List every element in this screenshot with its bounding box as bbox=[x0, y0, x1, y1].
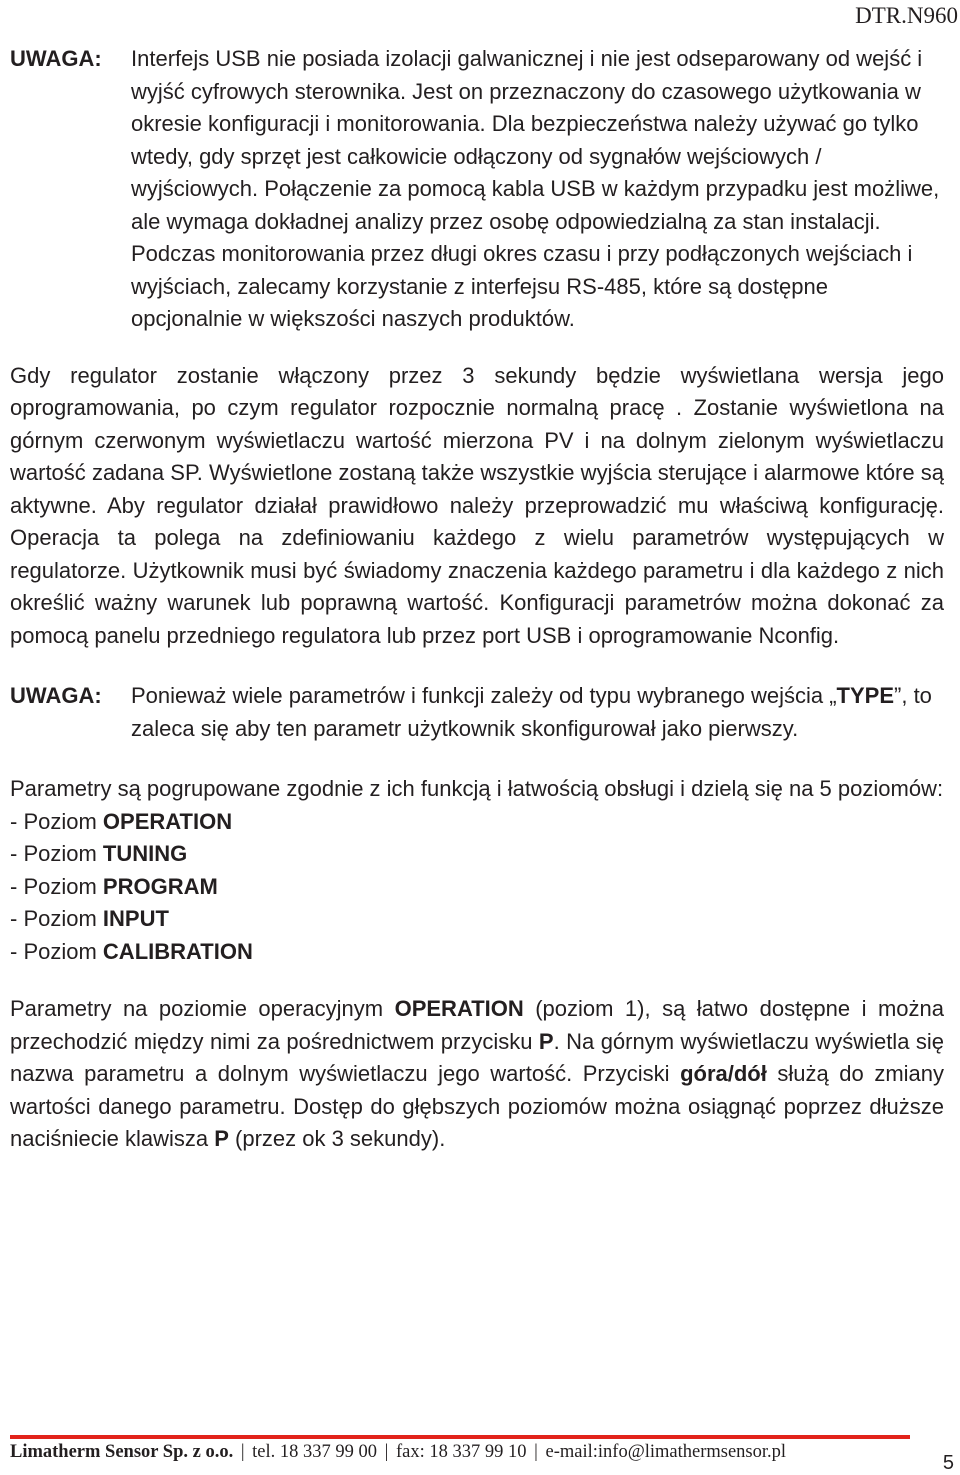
level-item bbox=[10, 806, 944, 839]
p-key-label: P bbox=[538, 1028, 554, 1054]
level-name: PROGRAM bbox=[102, 873, 218, 899]
operation-text: (przez ok 3 sekundy). bbox=[228, 1126, 446, 1151]
operation-text: (poziom 1), są łatwo dostępne i można przechodzić między nimi za pośrednictwem przycisku bbox=[10, 996, 944, 1054]
footer-separator: | bbox=[240, 1442, 245, 1462]
type-warning-note bbox=[10, 680, 944, 745]
up-down-keys-label: góra/dół bbox=[680, 1061, 767, 1086]
levels-intro: Parametry są pogrupowane zgodnie z ich funkcją i łatwością obsługi i dzielą się na 5 poziomów: bbox=[10, 776, 944, 801]
footer-contact-line bbox=[10, 1442, 786, 1463]
levels-list bbox=[10, 806, 944, 969]
footer-separator: | bbox=[384, 1442, 389, 1462]
level-name: INPUT bbox=[102, 906, 169, 931]
footer-separator: | bbox=[534, 1442, 538, 1462]
operation-text: . Na górnym wyświetlaczu wyświetla się nazwa parametru a dolnym wyświetlaczu jego wartość. Przyciski bbox=[10, 1028, 944, 1086]
footer-company: Limatherm Sensor Sp. z o.o. bbox=[10, 1442, 234, 1462]
type-keyword: TYPE bbox=[836, 683, 895, 708]
warning-label: UWAGA: bbox=[10, 683, 102, 708]
level-prefix: - Poziom bbox=[10, 873, 103, 899]
level-item bbox=[10, 936, 944, 969]
p-key-label: P bbox=[214, 1126, 229, 1151]
document-code: DTR.N960 bbox=[855, 3, 958, 28]
type-warning-text-before: Ponieważ wiele parametrów i funkcji zależy od typu wybranego wejścia „ bbox=[131, 683, 837, 708]
level-prefix: - Poziom bbox=[10, 841, 103, 866]
type-warning-text-after: ”, to zaleca się aby ten parametr użytkownik skonfigurował jako pierwszy. bbox=[131, 683, 932, 741]
warning-label: UWAGA: bbox=[10, 46, 102, 71]
footer-phone: tel. 18 337 99 00 bbox=[252, 1442, 378, 1462]
level-prefix: - Poziom bbox=[10, 938, 103, 964]
level-name: OPERATION bbox=[102, 808, 233, 834]
page-content bbox=[10, 43, 944, 1156]
level-item bbox=[10, 838, 944, 871]
page-footer bbox=[10, 1409, 960, 1473]
level-prefix: - Poziom bbox=[10, 906, 103, 931]
type-warning-text bbox=[131, 680, 944, 745]
footer-rule bbox=[10, 1435, 910, 1439]
operation-text: Parametry na poziomie operacyjnym bbox=[10, 996, 395, 1021]
operation-keyword: OPERATION bbox=[394, 996, 524, 1021]
page-number: 5 bbox=[942, 1452, 954, 1474]
usb-warning-note bbox=[10, 43, 944, 336]
footer-email-link[interactable]: e-mail:info@limathermsensor.pl bbox=[545, 1442, 787, 1462]
level-name: CALIBRATION bbox=[102, 938, 253, 964]
levels-section bbox=[10, 773, 944, 968]
usb-warning-text: Interfejs USB nie posiada izolacji galwanicznej i nie jest odseparowany od wejść i wyjść cyfrowych sterownika. Jest on przeznaczony do czasowego użytkowania w okresie konfiguracji i monitorowania. Dla bezpieczeństwa należy używać go tylko wtedy, gdy sprzęt jest całkowicie odłączony od sygnałów wejściowych / wyjściowych. Połączenie za pomocą kabla USB w każdym przypadku jest możliwe, ale wymaga dokładnej analizy przez osobę odpowiedzialną za stan instalacji. Podczas monitorowania przez długi okres czasu i przy podłączonych wejściach i wyjściach, zalecamy korzystanie z interfejsu RS-485, które są dostępne opcjonalnie w większości naszych produktów. bbox=[131, 46, 940, 331]
footer-fax: fax: 18 337 99 10 bbox=[396, 1442, 527, 1462]
operation-paragraph bbox=[10, 993, 944, 1156]
level-prefix: - Poziom bbox=[10, 808, 103, 834]
operation-text: służą do zmiany wartości danego parametru. Dostęp do głębszych poziomów można osiągnąć poprzez dłuższe naciśniecie klawisza bbox=[10, 1061, 945, 1151]
level-item bbox=[10, 903, 944, 936]
level-name: TUNING bbox=[102, 841, 188, 866]
level-item bbox=[10, 871, 944, 904]
startup-paragraph: Gdy regulator zostanie włączony przez 3 sekundy będzie wyświetlana wersja jego oprogramowania, po czym regulator rozpocznie normalną pracę . Zostanie wyświetlona na górnym czerwonym wyświetlaczu wartość mierzona PV i na dolnym zielonym wyświetlaczu wartość zadana SP. Wyświetlone zostaną także wszystkie wyjścia sterujące i alarmowe które są aktywne. Aby regulator działał prawidłowo należy przeprowadzić mu właściwą konfigurację. Operacja ta polega na zdefiniowaniu każdego z wielu parametrów występujących w regulatorze. Użytkownik musi być świadomy znaczenia każdego parametru i dla każdego z nich określić ważny warunek lub poprawną wartość. Konfiguracji parametrów można dokonać za pomocą panelu przedniego regulatora lub przez port USB i oprogramowanie Nconfig. bbox=[10, 362, 944, 648]
